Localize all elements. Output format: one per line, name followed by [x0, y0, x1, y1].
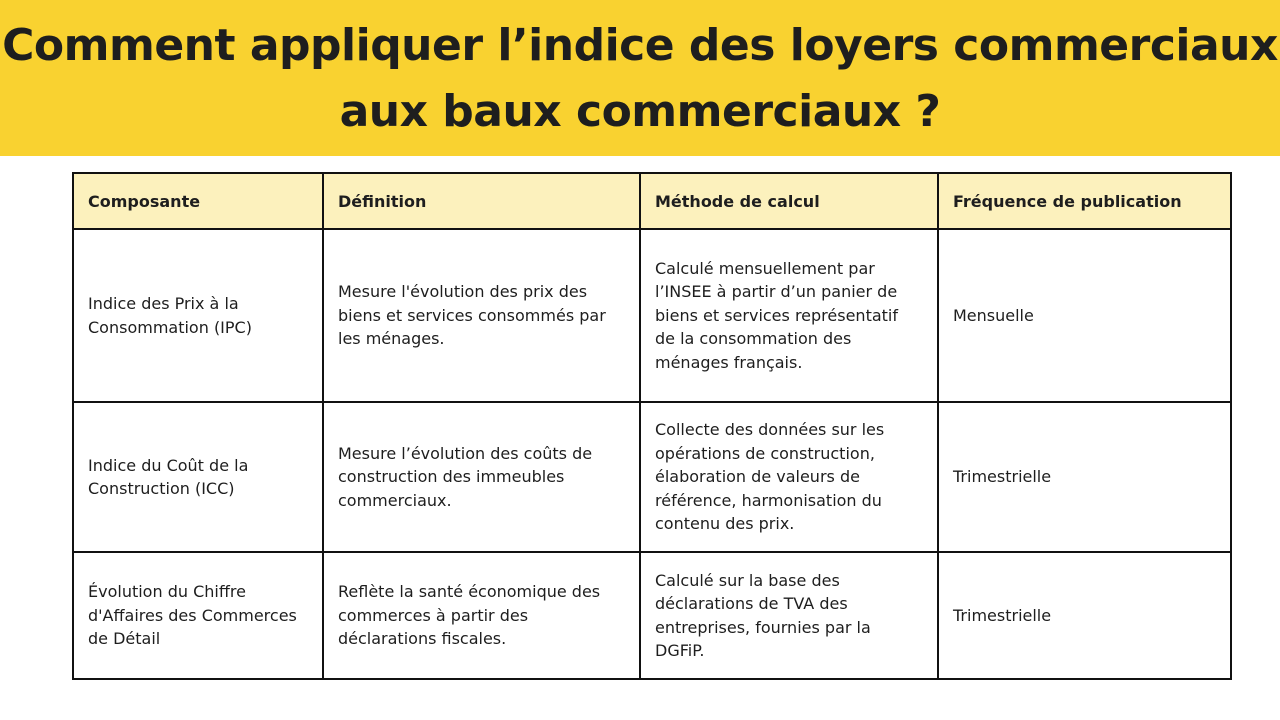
header-methode-calcul: Méthode de calcul — [640, 173, 938, 229]
page-title: Comment appliquer l’indice des loyers commerciaux aux baux commerciaux ? — [2, 20, 1278, 137]
cell-frequence: Trimestrielle — [938, 402, 1231, 552]
cell-definition: Mesure l’évolution des coûts de construction des immeubles commerciaux. — [323, 402, 640, 552]
cell-definition: Reflète la santé économique des commerces à partir des déclarations fiscales. — [323, 552, 640, 679]
cell-definition: Mesure l'évolution des prix des biens et services consommés par les ménages. — [323, 229, 640, 402]
table-body — [73, 229, 1231, 679]
cell-composante: Indice du Coût de la Construction (ICC) — [73, 402, 323, 552]
table-row — [73, 552, 1231, 679]
header-definition: Définition — [323, 173, 640, 229]
cell-methode-calcul: Calculé sur la base des déclarations de TVA des entreprises, fournies par la DGFiP. — [640, 552, 938, 679]
header-composante: Composante — [73, 173, 323, 229]
header-row — [73, 173, 1231, 229]
cell-frequence: Mensuelle — [938, 229, 1231, 402]
header-frequence: Fréquence de publication — [938, 173, 1231, 229]
comparison-table — [72, 172, 1232, 680]
comparison-table-container — [72, 172, 1230, 680]
title-banner — [0, 0, 1280, 156]
cell-composante: Évolution du Chiffre d'Affaires des Commerces de Détail — [73, 552, 323, 679]
table-header — [73, 173, 1231, 229]
table-row — [73, 229, 1231, 402]
cell-frequence: Trimestrielle — [938, 552, 1231, 679]
cell-methode-calcul: Collecte des données sur les opérations de construction, élaboration de valeurs de référence, harmonisation du contenu des prix. — [640, 402, 938, 552]
cell-methode-calcul: Calculé mensuellement par l’INSEE à partir d’un panier de biens et services représentatif de la consommation des ménages français. — [640, 229, 938, 402]
cell-composante: Indice des Prix à la Consommation (IPC) — [73, 229, 323, 402]
table-row — [73, 402, 1231, 552]
